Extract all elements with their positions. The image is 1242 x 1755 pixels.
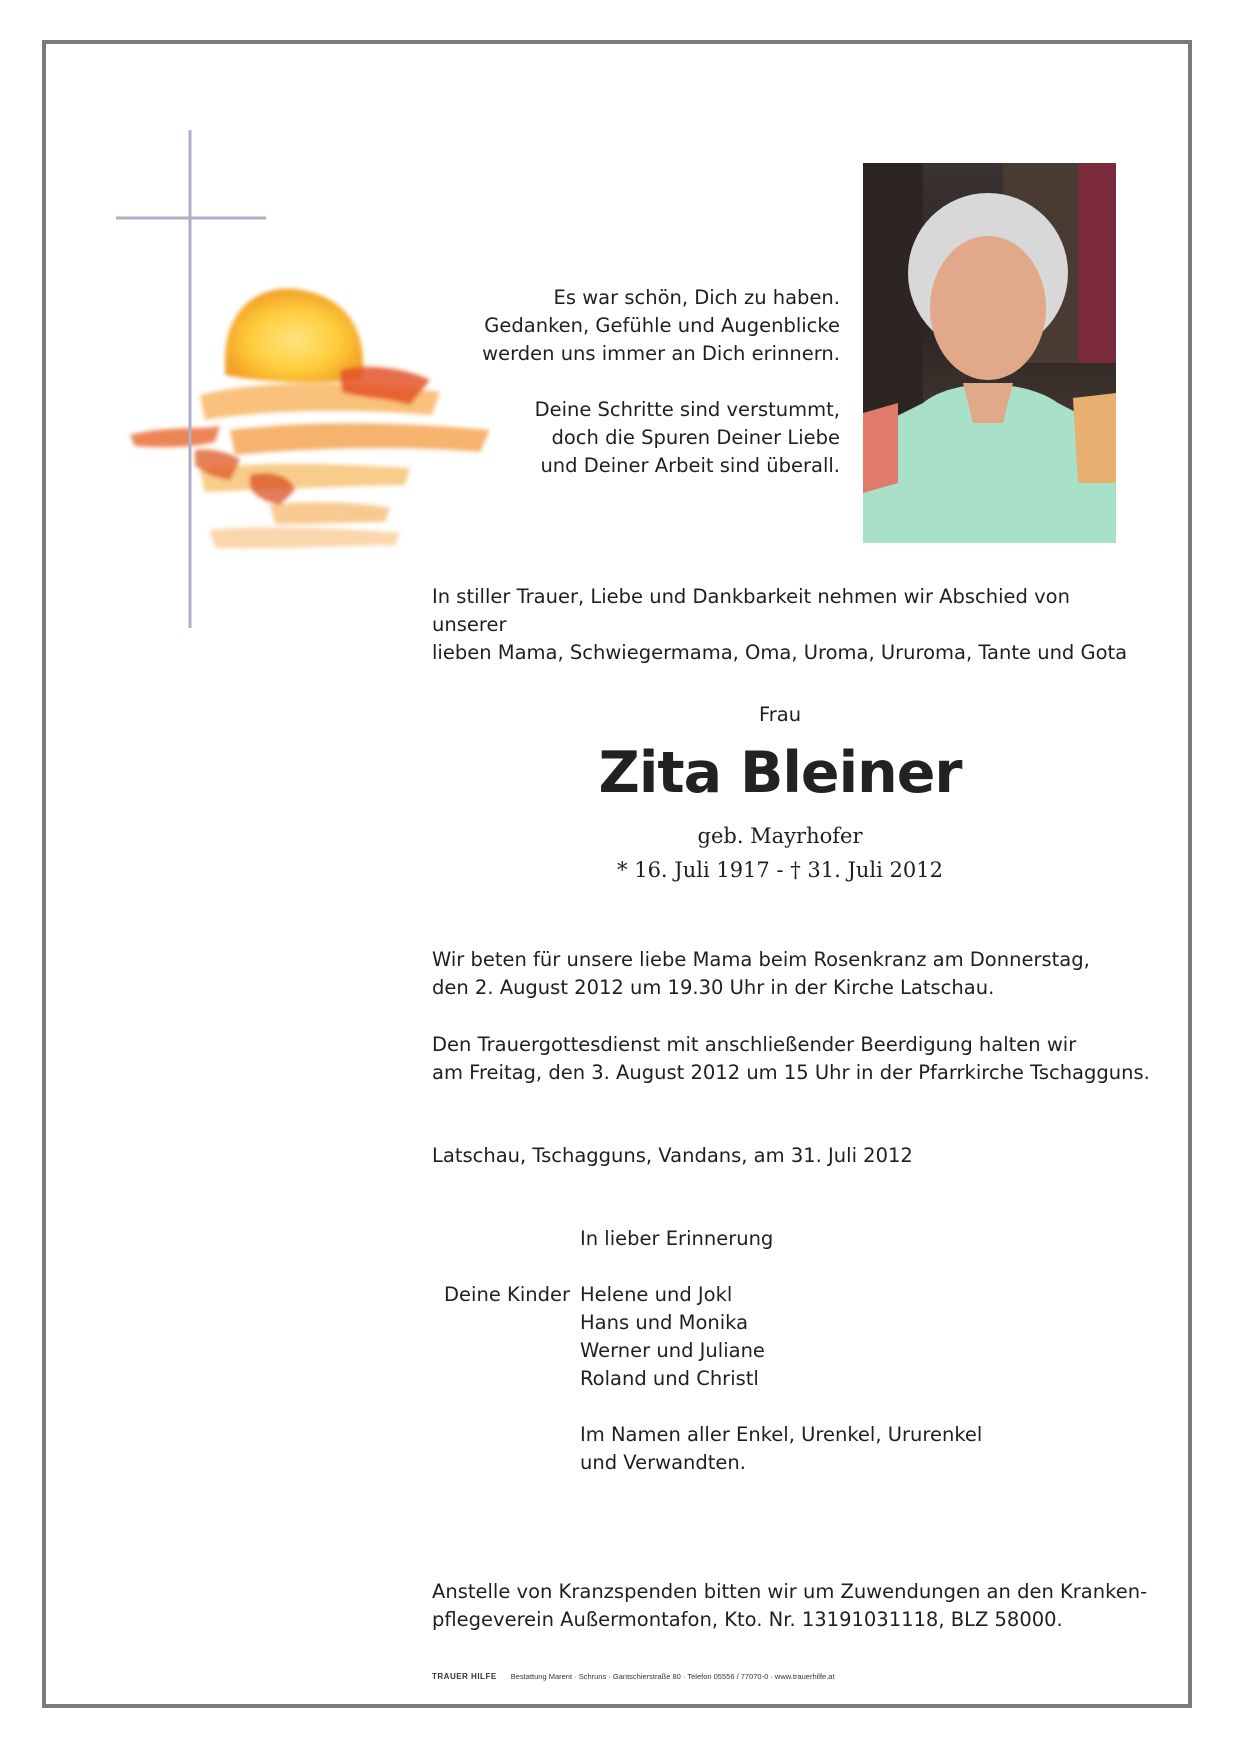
others-line: und Verwandten. [580,1451,746,1474]
child-entry: Helene und Jokl [580,1283,733,1306]
poem-line: und Deiner Arbeit sind überall. [540,454,840,477]
rosary-line: Wir beten für unsere liebe Mama beim Rosenkranz am Donnerstag, [432,948,1090,971]
deceased-name: Zita Bleiner [598,740,962,806]
child-entry: Hans und Monika [580,1311,749,1334]
poem-line: Deine Schritte sind verstummt, [534,398,840,421]
rosary-line: den 2. August 2012 um 19.30 Uhr in der Kirche Latschau. [432,976,995,999]
life-dates: * 16. Juli 1917 - † 31. Juli 2012 [617,858,943,882]
donation-text [432,1578,1152,1634]
children-label: Deine Kinder [444,1283,570,1306]
birth-name: geb. Mayrhofer [697,824,863,848]
child-entry: Werner und Juliane [580,1339,765,1362]
rosary-text [432,946,1132,1002]
poem-line: Es war schön, Dich zu haben. [553,286,840,309]
place-date: Latschau, Tschagguns, Vandans, am 31. Juli 2012 [432,1144,913,1167]
donation-line: Anstelle von Kranzspenden bitten wir um Zuwendungen an den Kranken- [432,1580,1148,1603]
donation-line: pflegeverein Außermontafon, Kto. Nr. 13191031118, BLZ 58000. [432,1608,1063,1631]
funeral-line: Den Trauergottesdienst mit anschließender Beerdigung halten wir [432,1033,1077,1056]
portrait-image [863,163,1116,543]
portrait-photo [863,163,1116,543]
footer-info: Bestattung Marent · Schruns · Gantschierstraße 80 · Telefon 05556 / 77070-0 · www.trauerhilfe.at [510,1672,835,1681]
poem-line: Gedanken, Gefühle und Augenblicke [484,314,840,337]
funeral-text [432,1031,1152,1087]
footer-brand: TRAUER HILFE [432,1672,497,1681]
intro-line: lieben Mama, Schwiegermama, Oma, Uroma, Ururoma, Tante und Gota [432,641,1128,664]
others-line: Im Namen aller Enkel, Urenkel, Ururenkel [580,1423,983,1446]
children-list [580,1281,1080,1477]
intro-line: In stiller Trauer, Liebe und Dankbarkeit nehmen wir Abschied von unserer [432,585,1070,636]
intro-text [432,583,1132,667]
poem-line: doch die Spuren Deiner Liebe [551,426,840,449]
funeral-line: am Freitag, den 3. August 2012 um 15 Uhr in der Pfarrkirche Tschagguns. [432,1061,1150,1084]
child-entry: Roland und Christl [580,1367,759,1390]
remembrance-heading: In lieber Erinnerung [580,1227,774,1250]
poem-line: werden uns immer an Dich erinnern. [482,342,840,365]
salutation: Frau [758,703,802,726]
poem [480,284,840,480]
footer [432,1672,835,1681]
